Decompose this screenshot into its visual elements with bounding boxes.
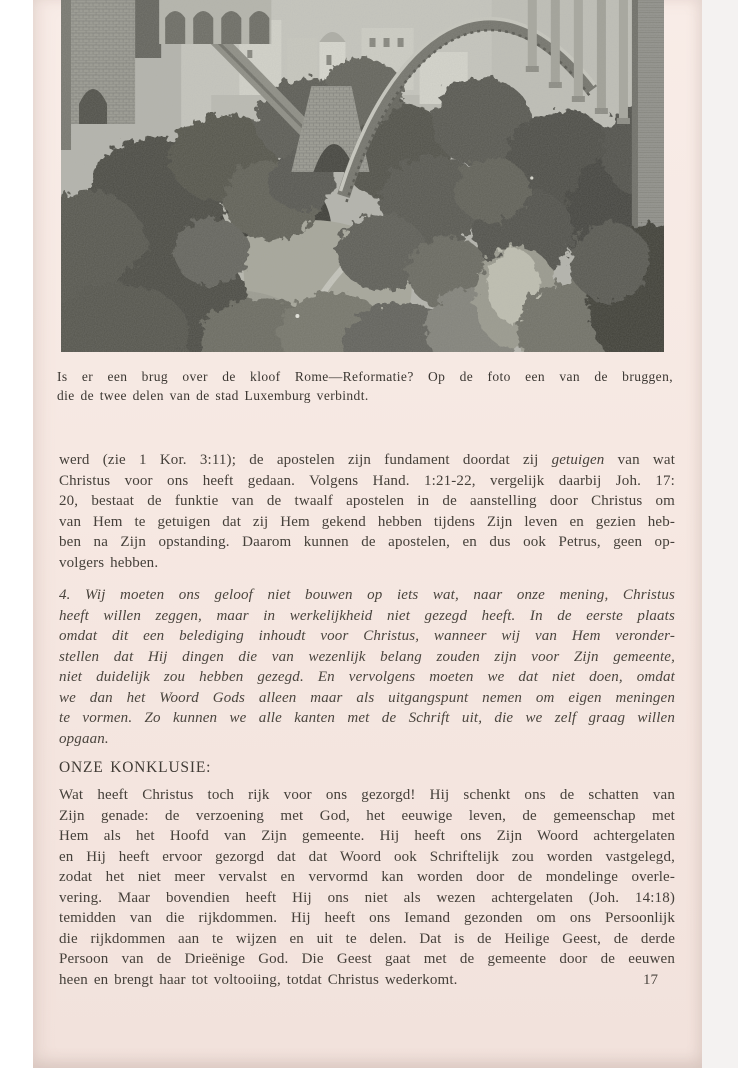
bridge-photo <box>61 0 664 352</box>
book-page <box>33 0 702 1068</box>
paragraph-conclusion: Wat heeft Christus toch rijk voor ons gezorgd! Hij schenkt ons de schatten van Zijn genade: de verzoening met God, het eeuwige leven, de gemeenschap met Hem als het Hoofd van Zijn gemeente. Hij heeft ons Zijn Woord achtergelaten en Hij heeft ervoor gezorgd dat dat Woord ook Schriftelijk zou worden vastgelegd, zodat het niet meer vervalst en vervormd kan worden door de mondelinge overle- vering. Maar bovendien heeft Hij ons niet als wezen achtergelaten (Joh. 14:18) temidden van die rijkdommen. Hij heeft ons Iemand gezonden om ons Persoonlijk die rijkdommen aan te wijzen en uit te delen. Dat is de Heilige Geest, de derde Persoon van de Drieënige God. Die Geest gaat met de gemeente door de eeuwen heen en brengt haar tot voltooiing, totdat Christus wederkomt. <box>59 787 675 988</box>
photo-caption: Is er een brug over de kloof Rome—Reformatie? Op de foto een van de bruggen, die de twee delen van de stad Luxemburg verbindt. <box>57 369 673 403</box>
page-number: 17 <box>643 972 658 988</box>
photo-grain <box>61 0 664 352</box>
paragraph-continuation: werd (zie 1 Kor. 3:11); de apostelen zijn fundament doordat zij getuigen van wat Christus voor ons heeft gedaan. Volgens Hand. 1:21-22, vergelijk daarbij Joh. 17: 20, bestaat de funktie van de twaalf apostelen in de aanstelling door Christus om van Hem te getuigen dat zij Hem gekend hebben tijdens Zijn leven en gezien heb- ben na Zijn opstanding. Daarom kunnen de apostelen, en dus ook Petrus, geen op- volgers hebben. <box>59 452 676 571</box>
paragraph-point-4: 4. Wij moeten ons geloof niet bouwen op iets wat, naar onze mening, Christus heeft willen zeggen, maar in werkelijkheid niet gezegd heeft. In de eerste plaats omdat dit een belediging inhoudt voor Christus, wanneer wij van Hem veronder- stellen dat Hij dingen die van wezenlijk belang zouden zijn voor Zijn gemeente, niet duidelijk zou hebben gezegd. En vervolgens moeten we dat niet doen, omdat we dan het Woord Gods alleen maar als uitgangspunt nemen om eigen meningen te vormen. Zo kunnen we alle kanten met de Schrift uit, die we zelf graag willen opgaan. <box>59 587 675 747</box>
body-text <box>59 450 675 1002</box>
section-heading: ONZE KONKLUSIE: <box>59 759 212 776</box>
bridge-photo-illustration <box>61 0 664 352</box>
